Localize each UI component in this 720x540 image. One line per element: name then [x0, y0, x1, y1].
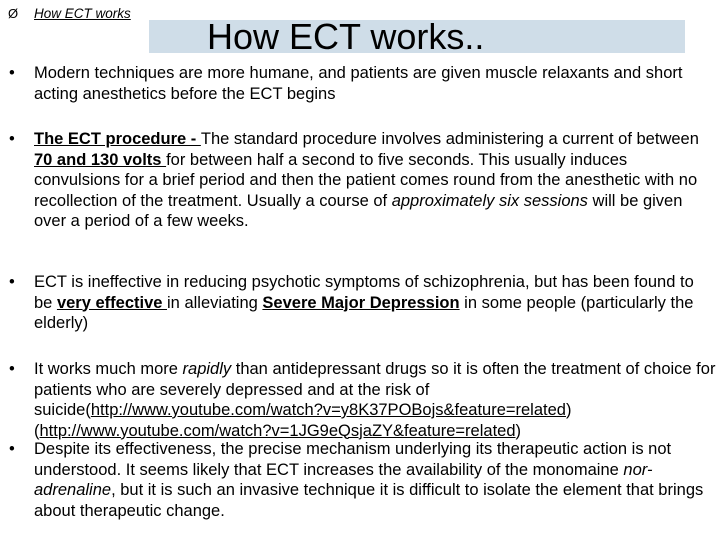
noradrenaline-text: nor-adrenaline — [34, 460, 653, 499]
very-effective-text: very effective — [56, 293, 168, 312]
paragraph-text: ) ( — [34, 401, 572, 440]
paragraph-text: for between half a second to five seconds. This usually induces convulsions for a brief period and then the patient comes round from the anesthetic with no recollection of the treatment. Usually a course of — [34, 150, 698, 210]
how-ect-works-link[interactable]: How ECT works — [34, 6, 131, 21]
paragraph-text: , but it is such an invasive technique it is difficult to isolate the element that brings about therapeutic change. — [34, 481, 704, 520]
paragraph-text: ) — [515, 421, 522, 440]
paragraph-text: Modern techniques are more humane, and patients are given muscle relaxants and short acting anesthetics before the ECT begins — [34, 64, 683, 103]
list-item — [9, 129, 716, 232]
paragraph-text: Despite its effectiveness, the precise mechanism underlying its therapeutic action is not understood. It seems likely that ECT increases the availability of the monomaine — [34, 440, 672, 479]
list-item — [9, 272, 716, 334]
paragraph-text: It works much more — [34, 360, 183, 378]
paragraph-text: The standard procedure involves administering a current of between — [200, 130, 699, 148]
depression-text: Severe Major Depression — [262, 293, 460, 312]
list-item — [9, 63, 716, 104]
rapidly-text: rapidly — [182, 360, 232, 378]
procedure-heading: The ECT procedure - — [34, 130, 201, 148]
bullet-icon: • — [9, 64, 15, 82]
paragraph-text: will be given over a period of a few weeks. — [34, 191, 683, 230]
paragraph-text: in alleviating — [167, 293, 263, 312]
youtube-link-1[interactable]: http://www.youtube.com/watch?v=y8K37POBojs&feature=related — [90, 401, 566, 419]
voltage-text: 70 and 130 volts — [34, 150, 167, 169]
paragraph-text: in some people (particularly the elderly) — [34, 293, 694, 332]
bullet-icon: • — [9, 130, 15, 148]
bullet-icon: • — [9, 360, 15, 378]
bullet-icon: • — [9, 440, 15, 458]
list-item — [9, 359, 716, 441]
youtube-link-2[interactable]: http://www.youtube.com/watch?v=1JG9eQsjaZY&feature=related — [39, 421, 516, 440]
arrow-bullet-icon: Ø — [8, 6, 19, 21]
sessions-text: approximately six sessions — [391, 191, 588, 210]
bullet-icon: • — [9, 273, 15, 291]
page-title: How ECT works.. — [207, 16, 485, 57]
list-item — [9, 439, 716, 521]
paragraph-text: ECT is ineffective in reducing psychotic symptoms of schizophrenia, but has been found to be — [34, 273, 694, 312]
paragraph-text: than antidepressant drugs so it is often the treatment of choice for patients who are severely depressed and at the risk of suicide( — [34, 360, 716, 419]
